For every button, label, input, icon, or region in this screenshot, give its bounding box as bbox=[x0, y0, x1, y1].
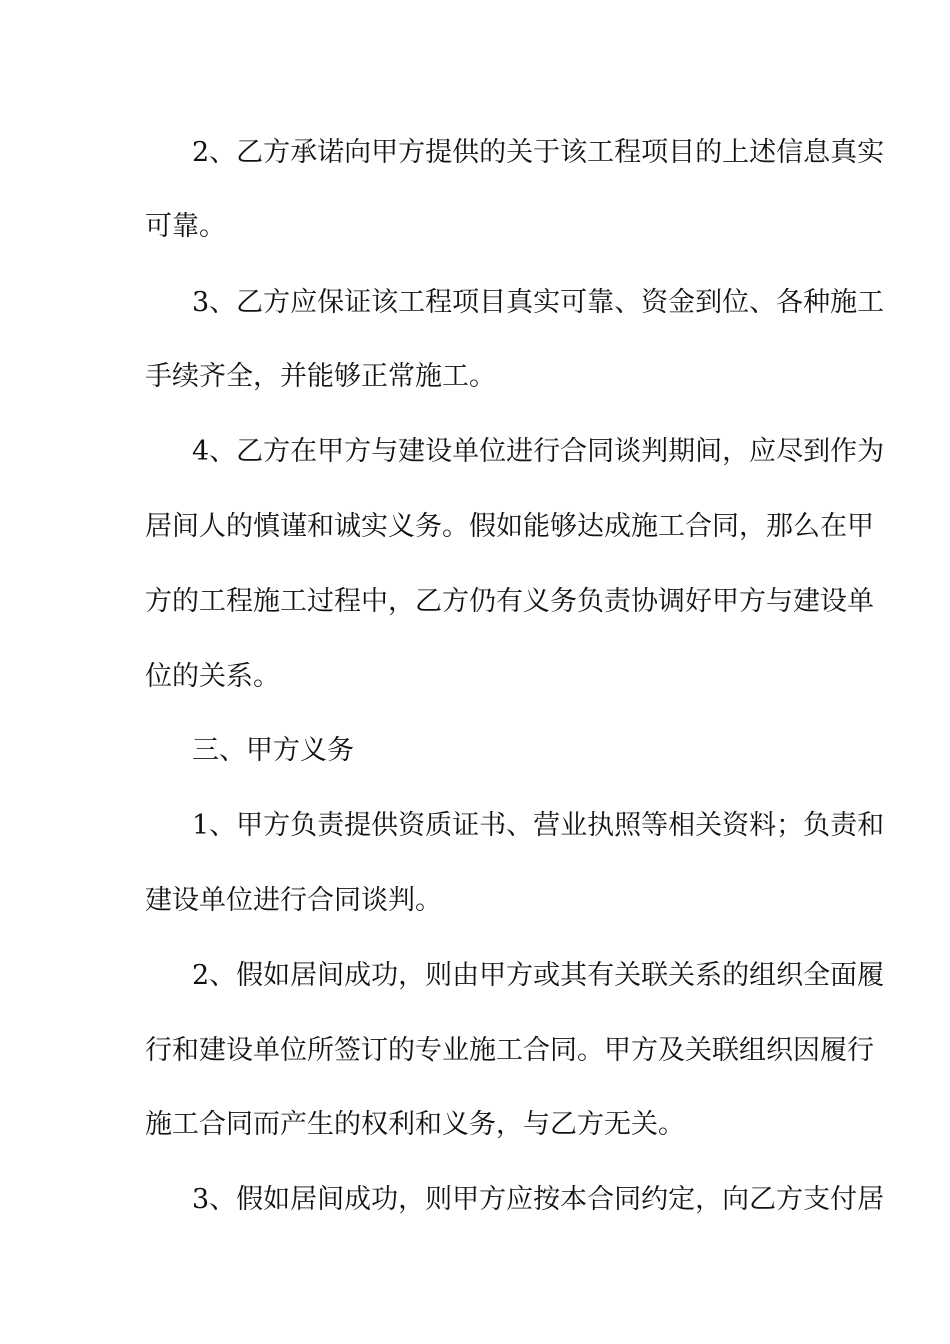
paragraph-line: 1、甲方负责提供资质证书、营业执照等相关资料；负责和 bbox=[192, 810, 885, 841]
paragraph-line: 建设单位进行合同谈判。 bbox=[145, 885, 442, 916]
paragraph-line: 施工合同而产生的权利和义务，与乙方无关。 bbox=[145, 1109, 685, 1140]
paragraph-line: 方的工程施工过程中，乙方仍有义务负责协调好甲方与建设单 bbox=[145, 586, 874, 617]
paragraph-line: 4、乙方在甲方与建设单位进行合同谈判期间，应尽到作为 bbox=[192, 436, 885, 467]
paragraph-line: 位的关系。 bbox=[145, 661, 280, 692]
paragraph-line: 2、乙方承诺向甲方提供的关于该工程项目的上述信息真实 bbox=[192, 137, 885, 168]
paragraph-line: 行和建设单位所签订的专业施工合同。甲方及关联组织因履行 bbox=[145, 1035, 874, 1066]
paragraph-line: 居间人的慎谨和诚实义务。假如能够达成施工合同，那么在甲 bbox=[145, 511, 874, 542]
section-heading: 三、甲方义务 bbox=[192, 735, 354, 766]
paragraph-line: 3、乙方应保证该工程项目真实可靠、资金到位、各种施工 bbox=[192, 287, 885, 318]
paragraph-line: 可靠。 bbox=[145, 211, 226, 242]
paragraph-line: 2、假如居间成功，则由甲方或其有关联关系的组织全面履 bbox=[192, 960, 885, 991]
paragraph-line: 3、假如居间成功，则甲方应按本合同约定，向乙方支付居 bbox=[192, 1184, 885, 1215]
paragraph-line: 手续齐全，并能够正常施工。 bbox=[145, 361, 496, 392]
